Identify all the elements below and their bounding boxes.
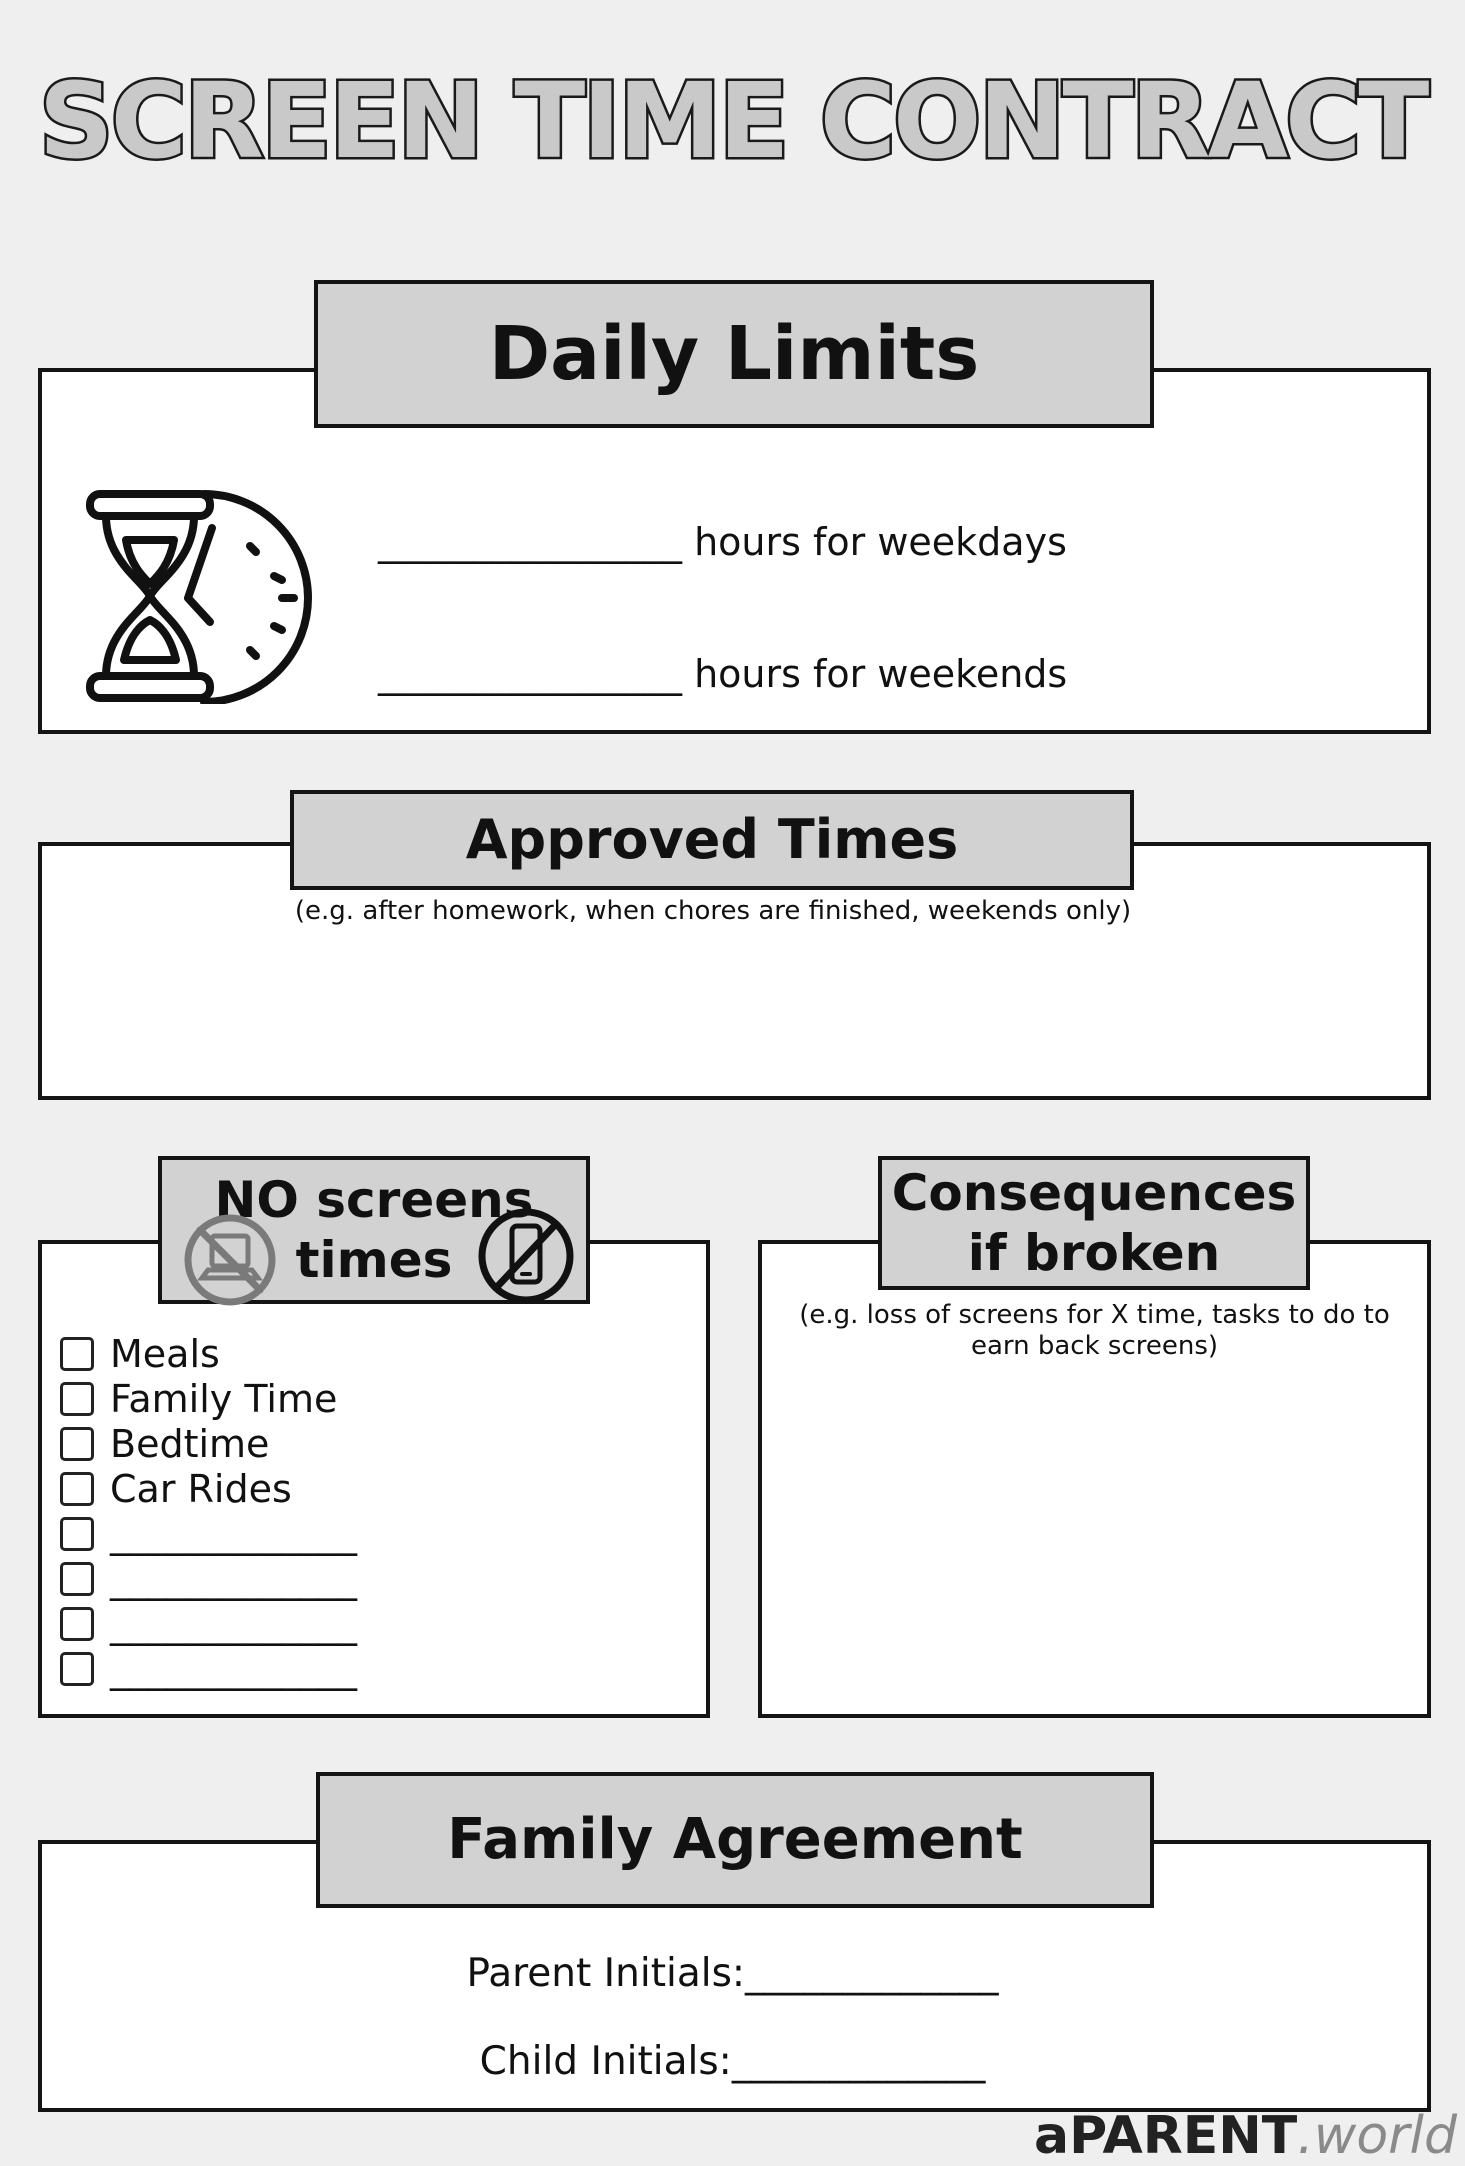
brand-logo bbox=[1034, 2106, 1457, 2166]
no-screens-heading-line2: times bbox=[295, 1231, 453, 1289]
list-item bbox=[60, 1511, 357, 1557]
item-label[interactable]: _____________ bbox=[110, 1512, 357, 1556]
consequences-heading-line2: if broken bbox=[967, 1224, 1221, 1282]
approved-times-hint: (e.g. after homework, when chores are finished, weekends only) bbox=[294, 896, 1132, 926]
family-agreement-heading: Family Agreement bbox=[316, 1772, 1154, 1908]
weekends-label: hours for weekends bbox=[694, 652, 1068, 696]
approved-times-heading: Approved Times bbox=[290, 790, 1134, 890]
consequences-hint-line2: earn back screens) bbox=[970, 1331, 1219, 1361]
list-item bbox=[60, 1646, 357, 1692]
brand-world: .world bbox=[1297, 2106, 1457, 2166]
daily-limits-heading: Daily Limits bbox=[314, 280, 1154, 428]
weekdays-blank[interactable]: ________________ bbox=[378, 520, 682, 564]
list-item bbox=[60, 1466, 292, 1512]
checkbox[interactable] bbox=[60, 1472, 94, 1506]
parent-initials[interactable]: Parent Initials:_____________ bbox=[466, 1951, 999, 1996]
page-title: SCREEN TIME CONTRACT bbox=[38, 60, 1427, 182]
weekends-blank[interactable]: ________________ bbox=[378, 652, 682, 696]
item-label: Meals bbox=[110, 1332, 220, 1376]
consequences-heading bbox=[878, 1156, 1310, 1290]
checkbox[interactable] bbox=[60, 1427, 94, 1461]
brand-main: aPARENT bbox=[1034, 2106, 1298, 2166]
weekdays-label: hours for weekdays bbox=[694, 520, 1067, 564]
checkbox[interactable] bbox=[60, 1382, 94, 1416]
list-item bbox=[60, 1556, 357, 1602]
checkbox[interactable] bbox=[60, 1517, 94, 1551]
no-laptop-icon bbox=[182, 1212, 278, 1308]
item-label: Family Time bbox=[110, 1377, 338, 1421]
checkbox[interactable] bbox=[60, 1652, 94, 1686]
checkbox[interactable] bbox=[60, 1337, 94, 1371]
no-phone-icon bbox=[476, 1206, 576, 1306]
item-label[interactable]: _____________ bbox=[110, 1602, 357, 1646]
consequences-hint-line1: (e.g. loss of screens for X time, tasks to do to bbox=[799, 1300, 1390, 1330]
weekends-row bbox=[378, 652, 1067, 696]
hourglass-clock-icon bbox=[84, 488, 316, 704]
checkbox[interactable] bbox=[60, 1562, 94, 1596]
list-item bbox=[60, 1331, 220, 1377]
no-screens-heading-line1: NO screens bbox=[214, 1171, 534, 1229]
list-item bbox=[60, 1421, 269, 1467]
item-label: Car Rides bbox=[110, 1467, 292, 1511]
list-item bbox=[60, 1601, 357, 1647]
consequences-hint bbox=[762, 1300, 1427, 1362]
item-label[interactable]: _____________ bbox=[110, 1557, 357, 1601]
consequences-heading-line1: Consequences bbox=[891, 1164, 1297, 1222]
weekdays-row bbox=[378, 520, 1067, 564]
list-item bbox=[60, 1376, 337, 1422]
checkbox[interactable] bbox=[60, 1607, 94, 1641]
item-label: Bedtime bbox=[110, 1422, 270, 1466]
item-label[interactable]: _____________ bbox=[110, 1647, 357, 1691]
child-initials[interactable]: Child Initials:_____________ bbox=[479, 2039, 986, 2084]
